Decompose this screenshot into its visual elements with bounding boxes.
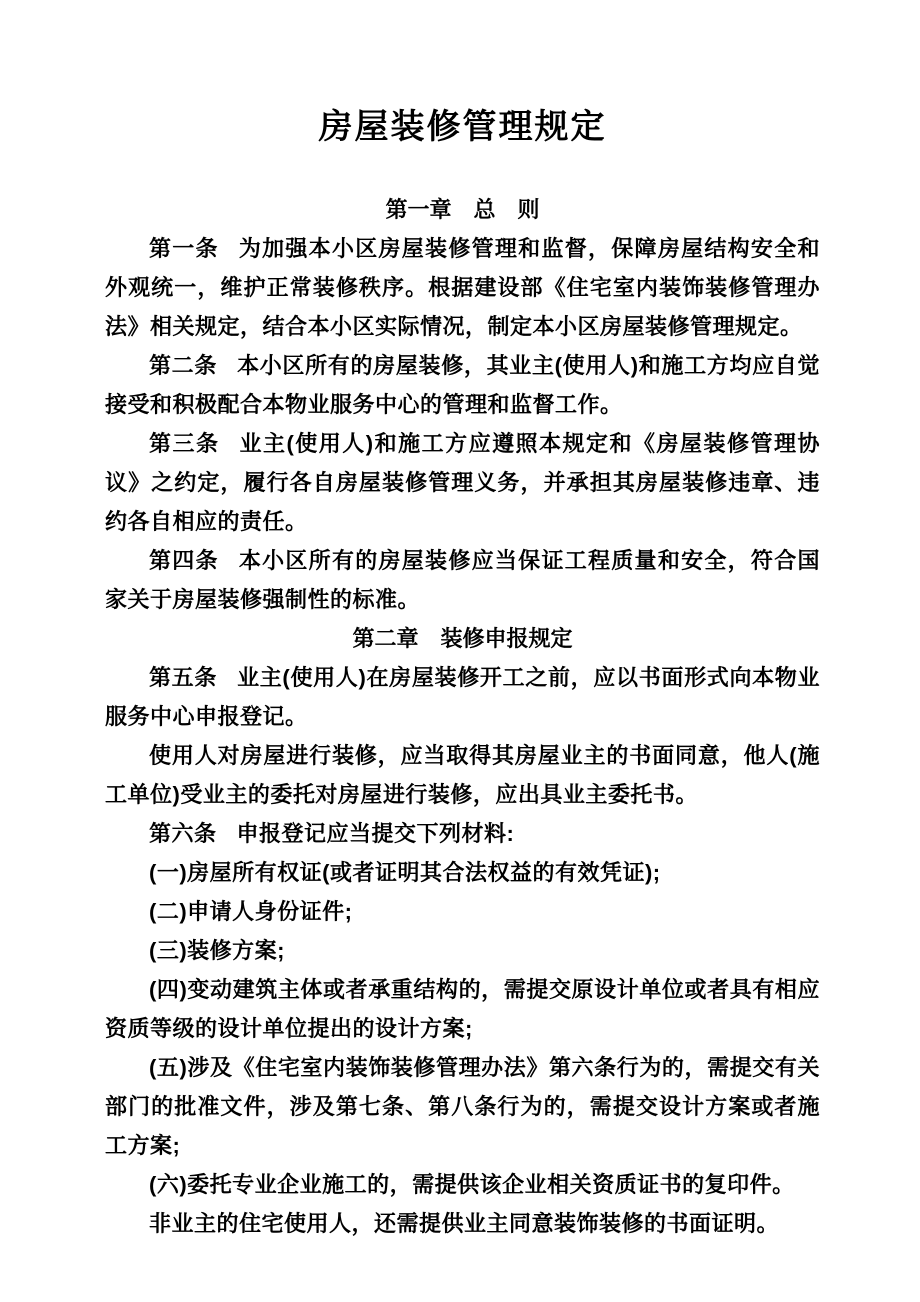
article-5-number: 第五条 <box>149 665 218 690</box>
material-item-5-text: (五)涉及《住宅室内装饰装修管理办法》第六条行为的，需提交有关部门的批准文件，涉及第七条、第八条行为的，需提交设计方案或者施工方案; <box>105 1055 820 1158</box>
material-item-4 <box>105 970 820 1048</box>
paragraph-article-5 <box>105 658 820 736</box>
article-6-text: 申报登记应当提交下列材料: <box>236 821 515 846</box>
user-consent-text: 使用人对房屋进行装修，应当取得其房屋业主的书面同意，他人(施工单位)受业主的委托对房屋进行装修，应出具业主委托书。 <box>105 743 820 807</box>
article-2-number: 第二条 <box>149 353 218 378</box>
material-item-3 <box>105 931 820 970</box>
material-item-1-text: (一)房屋所有权证(或者证明其合法权益的有效凭证); <box>149 860 661 885</box>
material-item-5 <box>105 1048 820 1165</box>
material-item-4-text: (四)变动建筑主体或者承重结构的，需提交原设计单位或者具有相应资质等级的设计单位提出的设计方案; <box>105 977 820 1041</box>
material-item-3-text: (三)装修方案; <box>149 938 285 963</box>
paragraph-article-1 <box>105 229 820 346</box>
paragraph-article-4 <box>105 541 820 619</box>
non-owner-note-text: 非业主的住宅使用人，还需提供业主同意装饰装修的书面证明。 <box>149 1211 780 1236</box>
article-2-text: 本小区所有的房屋装修，其业主(使用人)和施工方均应自觉接受和积极配合本物业服务中心的管理和监督工作。 <box>105 353 820 417</box>
article-1-text: 为加强本小区房屋装修管理和监督，保障房屋结构安全和外观统一，维护正常装修秩序。根据建设部《住宅室内装饰装修管理办法》相关规定，结合本小区实际情况，制定本小区房屋装修管理规定。 <box>105 236 820 339</box>
article-1-number: 第一条 <box>149 236 219 261</box>
material-item-2-text: (二)申请人身份证件; <box>149 899 353 924</box>
material-item-6 <box>105 1165 820 1204</box>
paragraph-article-3 <box>105 424 820 541</box>
article-4-text: 本小区所有的房屋装修应当保证工程质量和安全，符合国家关于房屋装修强制性的标准。 <box>105 548 820 612</box>
material-item-1 <box>105 853 820 892</box>
paragraph-article-6 <box>105 814 820 853</box>
article-3-text: 业主(使用人)和施工方应遵照本规定和《房屋装修管理协议》之约定，履行各自房屋装修管理义务，并承担其房屋装修违章、违约各自相应的责任。 <box>105 431 820 534</box>
chapter-2-heading: 第二章 装修申报规定 <box>352 626 573 651</box>
material-item-2 <box>105 892 820 931</box>
chapter-1-heading: 第一章 总 则 <box>385 197 540 222</box>
paragraph-user-consent <box>105 736 820 814</box>
article-3-number: 第三条 <box>149 431 220 456</box>
material-item-6-text: (六)委托专业企业施工的，需提供该企业相关资质证书的复印件。 <box>149 1172 795 1197</box>
document-title: 房屋装修管理规定 <box>318 108 607 146</box>
article-5-text: 业主(使用人)在房屋装修开工之前，应以书面形式向本物业服务中心申报登记。 <box>105 665 820 729</box>
paragraph-non-owner-note <box>105 1204 820 1243</box>
article-6-number: 第六条 <box>149 821 217 846</box>
paragraph-article-2 <box>105 346 820 424</box>
article-4-number: 第四条 <box>149 548 219 573</box>
